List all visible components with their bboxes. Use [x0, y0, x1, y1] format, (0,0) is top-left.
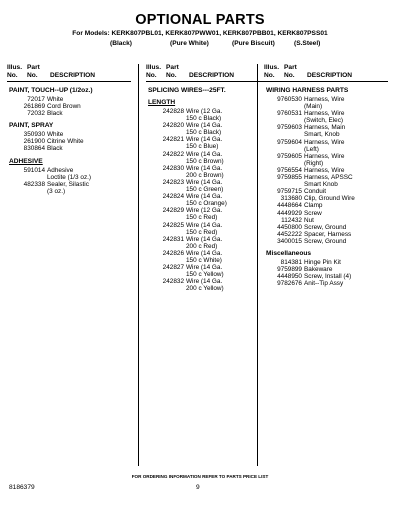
- part-row: [264, 153, 388, 160]
- part-row: [146, 250, 270, 257]
- part-description: 150 c Black): [186, 115, 222, 123]
- part-row: [264, 259, 388, 266]
- part-description: Wire (14 Ga.: [186, 164, 223, 172]
- part-row: [264, 217, 388, 224]
- part-number: 72032: [27, 110, 45, 118]
- part-row: [264, 139, 388, 146]
- part-description: (Left): [304, 145, 319, 153]
- part-row: [146, 271, 270, 278]
- part-description: 150 c Green): [186, 186, 224, 194]
- part-row: [264, 103, 388, 110]
- part-number: 814381: [280, 258, 302, 266]
- color-pure-biscuit: (Pure Biscuit): [232, 40, 275, 47]
- part-row: [7, 181, 131, 188]
- part-row: [146, 129, 270, 136]
- part-number: [146, 229, 184, 236]
- part-number: 9759603: [277, 124, 302, 132]
- part-row: [264, 195, 388, 202]
- part-row: [7, 96, 131, 103]
- part-row: [264, 188, 388, 195]
- part-number: [146, 271, 184, 278]
- part-description: Spacer, Harness: [304, 230, 352, 238]
- part-description: 150 c Red): [186, 228, 218, 236]
- part-number: 242828: [162, 108, 184, 115]
- part-row: [146, 229, 270, 236]
- part-number: [146, 200, 184, 207]
- part-description: Loctite (1/3 oz.): [47, 173, 92, 181]
- part-row: [264, 117, 388, 124]
- part-row: [146, 158, 270, 165]
- part-number: 242822: [162, 150, 184, 158]
- part-description: Hinge Pin Kit: [304, 258, 341, 266]
- section-heading: PAINT, TOUCH--UP (1/2oz.): [9, 87, 93, 94]
- part-number: 4452222: [277, 230, 302, 238]
- part-description: Conduit: [304, 188, 327, 196]
- part-number: [146, 257, 184, 264]
- part-description: 150 c Brown): [186, 157, 224, 165]
- part-number: 261900: [23, 138, 45, 146]
- header-part: Part No.: [27, 64, 40, 79]
- part-number: 112432: [281, 216, 302, 224]
- part-number: 482338: [23, 180, 45, 188]
- part-description: Harness, Wire: [304, 166, 345, 174]
- part-number: 9759899: [277, 266, 302, 274]
- part-number: [146, 158, 184, 165]
- part-row: [146, 236, 270, 243]
- section-heading: LENGTH: [148, 99, 176, 106]
- part-row: [146, 257, 270, 264]
- part-row: [146, 243, 270, 250]
- part-number: 9760531: [277, 110, 302, 118]
- header-description: DESCRIPTION: [50, 72, 96, 79]
- part-description: 150 c Yellow): [186, 271, 224, 279]
- part-description: Wire (14 Ga.: [186, 249, 223, 257]
- part-number: [146, 129, 184, 136]
- part-row: [264, 160, 388, 167]
- part-description: Clamp: [304, 202, 323, 210]
- part-description: Wire (14 Ga.: [186, 150, 223, 158]
- part-row: [264, 174, 388, 181]
- part-number: 9759605: [277, 152, 302, 160]
- part-number: [7, 174, 45, 181]
- part-row: [7, 131, 131, 138]
- part-description: Smart Knob: [304, 181, 338, 189]
- part-number: 830864: [23, 145, 45, 153]
- part-row: [146, 165, 270, 172]
- part-row: [264, 124, 388, 131]
- part-number: 242825: [162, 221, 184, 229]
- section-heading: WIRING HARNESS PARTS: [266, 87, 349, 94]
- part-description: 150 c Orange): [186, 200, 227, 208]
- header-illus: Illus. No.: [264, 64, 280, 79]
- part-description: Screw, Ground: [304, 237, 347, 245]
- section-heading: ADHESIVE: [9, 157, 43, 165]
- page-number: 9: [196, 484, 200, 491]
- part-row: [146, 122, 270, 129]
- part-number: 350930: [23, 131, 45, 139]
- part-row: [264, 131, 388, 138]
- part-row: [146, 264, 270, 271]
- part-row: [146, 143, 270, 150]
- part-description: Harness, Wire: [304, 152, 345, 160]
- part-number: 4448950: [277, 273, 302, 281]
- part-row: [7, 103, 131, 110]
- column-header: [7, 64, 131, 81]
- part-number: 242821: [162, 136, 184, 144]
- part-number: 4448664: [277, 202, 302, 210]
- ordering-note: FOR ORDERING INFORMATION REFER TO PARTS PRICE LIST: [131, 474, 269, 479]
- part-description: (Right): [304, 159, 324, 167]
- part-description: Wire (14 Ga.: [186, 193, 223, 201]
- part-description: White: [47, 131, 64, 139]
- part-number: 72017: [27, 96, 45, 103]
- part-description: Wire (12 Ga.: [186, 108, 223, 115]
- header-rule: [264, 81, 388, 82]
- part-number: 242820: [162, 122, 184, 130]
- part-row: [264, 210, 388, 217]
- part-row: [7, 174, 131, 181]
- part-row: [146, 186, 270, 193]
- part-number: [146, 143, 184, 150]
- part-number: [146, 243, 184, 250]
- part-row: [146, 200, 270, 207]
- part-number: [146, 186, 184, 193]
- part-description: Screw, Ground: [304, 223, 347, 231]
- part-row: [7, 145, 131, 152]
- part-description: Cord Brown: [47, 103, 81, 111]
- part-description: Wire (14 Ga.: [186, 278, 223, 286]
- color-pure-white: (Pure White): [170, 40, 209, 47]
- parts-column-3: [264, 64, 388, 287]
- part-number: 242827: [162, 264, 184, 272]
- part-description: Nut: [304, 216, 314, 224]
- header-rule: [7, 81, 131, 82]
- document-number: 8186379: [9, 484, 35, 491]
- part-number: 242830: [162, 164, 184, 172]
- color-black: (Black): [110, 40, 132, 47]
- part-row: [264, 110, 388, 117]
- part-description: 150 c Blue): [186, 143, 219, 151]
- header-part: Part No.: [166, 64, 179, 79]
- part-row: [264, 273, 388, 280]
- part-row: [146, 115, 270, 122]
- section-heading: PAINT, SPRAY: [9, 122, 54, 130]
- part-description: Harness, Wire: [304, 138, 345, 146]
- part-number: 242823: [162, 178, 184, 186]
- part-description: (Switch, Elec): [304, 117, 344, 125]
- part-number: 9760530: [277, 96, 302, 103]
- part-number: [264, 131, 302, 138]
- part-row: [146, 193, 270, 200]
- part-row: [7, 167, 131, 174]
- part-description: (Main): [304, 103, 323, 111]
- part-description: 200 c Yellow): [186, 285, 224, 293]
- part-row: [264, 280, 388, 287]
- part-row: [7, 188, 131, 195]
- part-description: Harness, APSSC: [304, 174, 353, 182]
- part-row: [146, 285, 270, 292]
- part-number: [264, 146, 302, 153]
- part-description: Citrine White: [47, 138, 84, 146]
- part-row: [146, 214, 270, 221]
- part-number: 242826: [162, 249, 184, 257]
- part-row: [264, 167, 388, 174]
- part-description: 150 c Black): [186, 129, 222, 137]
- part-description: Bakeware: [304, 266, 333, 274]
- part-number: 9759604: [277, 138, 302, 146]
- part-number: 313680: [280, 195, 302, 203]
- part-row: [7, 138, 131, 145]
- part-description: Harness, Wire: [304, 96, 345, 103]
- part-description: 150 c White): [186, 256, 222, 264]
- part-description: Harness, Wire: [304, 110, 345, 118]
- part-description: 200 c Red): [186, 242, 218, 250]
- parts-column-2: [146, 64, 270, 292]
- part-number: [7, 188, 45, 195]
- header-description: DESCRIPTION: [307, 72, 353, 79]
- part-description: Clip, Ground Wire: [304, 195, 355, 203]
- part-number: [146, 214, 184, 221]
- part-description: Wire (14 Ga.: [186, 264, 223, 272]
- part-description: 200 c Brown): [186, 171, 224, 179]
- header-part: Part No.: [284, 64, 297, 79]
- part-description: Anit--Tip Assy: [304, 280, 344, 288]
- part-description: Harness, Main: [304, 124, 346, 132]
- part-row: [264, 146, 388, 153]
- part-description: Wire (14 Ga.: [186, 235, 223, 243]
- part-row: [7, 110, 131, 117]
- part-number: [146, 115, 184, 122]
- part-row: [146, 222, 270, 229]
- part-number: 242824: [162, 193, 184, 201]
- part-number: 242831: [162, 235, 184, 243]
- part-description: Screw: [304, 209, 322, 217]
- part-row: [146, 172, 270, 179]
- part-description: Black: [47, 110, 63, 118]
- part-row: [146, 179, 270, 186]
- part-description: Black: [47, 145, 63, 153]
- part-description: White: [47, 96, 64, 103]
- part-description: Wire (14 Ga.: [186, 178, 223, 186]
- section-heading: Miscellaneous: [266, 249, 312, 257]
- part-number: 242829: [162, 207, 184, 215]
- part-number: 4450800: [277, 223, 302, 231]
- parts-column-1: [7, 64, 131, 195]
- column-header: [264, 64, 388, 81]
- part-row: [146, 136, 270, 143]
- model-list: For Models: KERK807PBL01, KERK807PWW01, KERK807PBB01, KERK807PSS01: [72, 30, 328, 37]
- part-number: [146, 172, 184, 179]
- part-description: Wire (14 Ga.: [186, 136, 223, 144]
- part-number: 9756554: [277, 166, 302, 174]
- part-row: [264, 96, 388, 103]
- part-description: Screw, Install (4): [304, 273, 352, 281]
- header-description: DESCRIPTION: [189, 72, 235, 79]
- part-row: [264, 266, 388, 273]
- part-description: (3 oz.): [47, 187, 66, 195]
- column-header: [146, 64, 270, 81]
- part-number: [264, 117, 302, 124]
- part-row: [146, 278, 270, 285]
- part-number: 9782676: [277, 280, 302, 288]
- section-heading: SPLICING WIRES---25FT.: [148, 87, 226, 94]
- page-title: OPTIONAL PARTS: [135, 12, 265, 28]
- part-number: 4449929: [277, 209, 302, 217]
- part-row: [146, 207, 270, 214]
- part-row: [264, 238, 388, 245]
- header-illus: Illus. No.: [7, 64, 23, 79]
- part-number: 9759715: [277, 188, 302, 196]
- part-number: 261869: [23, 103, 45, 111]
- part-number: 3400015: [277, 237, 302, 245]
- part-description: Adhesive: [47, 166, 74, 174]
- part-description: Wire (14 Ga.: [186, 122, 223, 130]
- part-row: [264, 224, 388, 231]
- color-stainless-steel: (S.Steel): [294, 40, 321, 47]
- part-row: [264, 231, 388, 238]
- part-description: Wire (12 Ga.: [186, 207, 223, 215]
- part-number: [146, 285, 184, 292]
- part-description: Sealer, Silastic: [47, 180, 89, 188]
- part-number: [264, 181, 302, 188]
- header-rule: [146, 81, 270, 82]
- part-description: 150 c Red): [186, 214, 218, 222]
- part-row: [264, 202, 388, 209]
- part-row: [146, 108, 270, 115]
- part-number: [264, 103, 302, 110]
- header-illus: Illus. No.: [146, 64, 162, 79]
- part-description: Wire (14 Ga.: [186, 221, 223, 229]
- part-number: [264, 160, 302, 167]
- part-row: [264, 181, 388, 188]
- column-divider: [138, 64, 139, 466]
- part-row: [146, 151, 270, 158]
- part-number: 9759855: [277, 174, 302, 182]
- part-description: Smart, Knob: [304, 131, 340, 139]
- part-number: 242832: [162, 278, 184, 286]
- part-number: 591014: [23, 166, 45, 174]
